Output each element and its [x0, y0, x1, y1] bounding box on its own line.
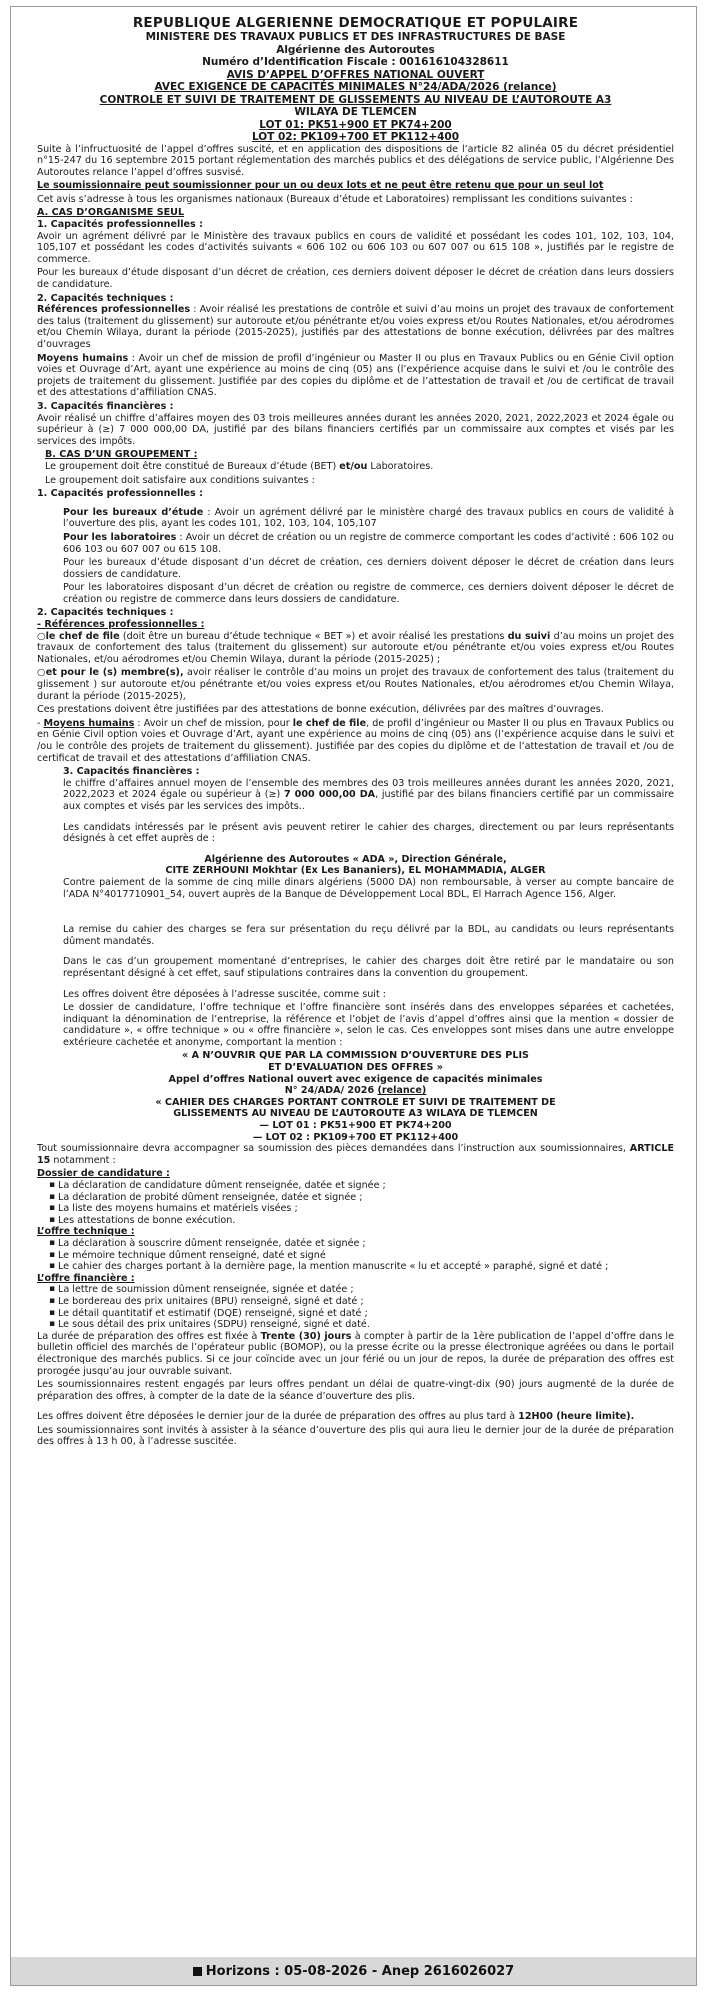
bullet-icon: ○	[37, 667, 46, 679]
remise-paragraph: La remise du cahier des charges se fera sur présentation du reçu délivré par la BDL, au candidats ou leurs représentants dûment mandatés.	[63, 924, 674, 947]
list-item: ▪ La déclaration de probité dûment renseignée, datée et signée ;	[49, 1192, 674, 1204]
group-lab-decret: Pour les laboratoires disposant d’un décret de création ou registre de commerce, ces derniers doivent déposer le décret de création ou registre de commerce dans leurs dossiers de candidature.	[63, 582, 674, 605]
lot-02: LOT 02: PK109+700 ET PK112+400	[251, 131, 460, 143]
payment-paragraph: Contre paiement de la somme de cinq mille dinars algériens (5000 DA) non remboursable, à verser au compte bancaire de l’ADA N°4017710901_54, ouvert auprès de la Banque de Développement Local BDL, El Harrach Agence 156, Alger.	[63, 876, 674, 900]
enveloppes-paragraph: Le dossier de candidature, l’offre technique et l’offre financière sont insérés dans des enveloppes séparées et cachetées, indiquant la dénomination de l’entreprise, la référence et l’objet de l’avis d’appel d’offres ainsi que la mention « dossier de candidature », « offre technique » ou « offre financière », selon le cas. Ces enveloppes sont mises dans une autre enveloppe extérieure cachetée et anonyme, comportant la mention :	[63, 1002, 674, 1048]
ada-address-line1: Algérienne des Autoroutes « ADA », Direction Générale,	[204, 853, 507, 865]
offre-technique-title: L’offre technique :	[37, 1226, 135, 1238]
chef-de-file-suivi: du suivi	[507, 630, 551, 642]
section-b-prof-title: 1. Capacités professionnelles :	[37, 488, 203, 500]
list-item: ▪ La liste des moyens humains et matériels visées ;	[49, 1203, 674, 1215]
deadline-paragraph	[37, 1411, 674, 1423]
candidature-title: Dossier de candidature :	[37, 1168, 170, 1180]
section-a-fin-text: Avoir réalisé un chiffre d’affaires moyen des 03 trois meilleures années durant les années 2020, 2021, 2022,2023 et 2024 égale ou supérieur à (≥) 7 000 000,00 DA, justifié par des bilans financiers certifiés par un commissaire aux comptes et visés par les services des impôts.	[37, 412, 674, 447]
section-a-prof-title: 1. Capacités professionnelles :	[37, 219, 203, 231]
dash-icon: -	[37, 717, 44, 729]
section-b-title: B. CAS D’UN GROUPEMENT :	[45, 449, 198, 461]
notice-reference: AVEC EXIGENCE DE CAPACITÉS MINIMALES N°24/ADA/2026 (relance)	[154, 81, 557, 93]
pieces-intro	[37, 1143, 674, 1166]
group-human-resources	[37, 718, 674, 764]
duree-paragraph	[37, 1331, 674, 1377]
mention-line3: Appel d’offres National ouvert avec exigence de capacités minimales	[168, 1073, 543, 1085]
deadline-text: Les offres doivent être déposées le dernier jour de la durée de préparation des offres au plus tard à	[37, 1411, 519, 1423]
section-a-prof-decret: Pour les bureaux d’étude disposant d’un décret de création, ces derniers doivent déposer le décret de création dans leurs dossiers de candidature.	[37, 267, 674, 291]
seance-paragraph: Les soumissionnaires sont invités à assister à la séance d’ouverture des plis qui aura lieu le dernier jour de la durée de préparation des offres à 13 h 00, à l’adresse suscitée.	[37, 1424, 674, 1448]
section-b-ref-title: - Références professionnelles :	[37, 619, 205, 631]
group-fin-amount: 7 000 000,00 DA	[284, 789, 376, 801]
chef-de-file-end: d’au moins un projet des travaux de confortement des talus (traitement du glissement) sur autoroute et/ou pénétrante et/ou voies express et/ou Routes Nationales, et/ou aérodromes et/ou Chemin Wilaya, durant la période (2015-2025) ;	[37, 630, 674, 665]
group-human-resources-end: , de profil d’ingénieur ou Master II ou plus en Travaux Publics ou en Génie Civil option voies et Ouvrage d’Art, ayant une expérience au moins de cinq (05) ans (l’expérience acquise dans le suivi et /ou le contrôle des projets de traitement du glissement). Justifiée par des copies du diplôme et de l’attestation de travail et /ou de certificat de travail et des attestations d’affiliation CNAS.	[37, 717, 674, 764]
list-item: ▪ Le sous détail des prix unitaires (SDPU) renseigné, signé et daté.	[49, 1319, 674, 1331]
ministry-title: MINISTERE DES TRAVAUX PUBLICS ET DES INFRASTRUCTURES DE BASE	[145, 31, 566, 43]
group-fin-text: le chiffre d’affaires annuel moyen de l’ensemble des membres des 03 trois meilleures années durant les années 2020, 2021, 2022,2023 et 2024 égale ou supérieur à (≥)	[63, 777, 674, 801]
list-item: ▪ La déclaration à souscrire dûment renseignée, datée et signée ;	[49, 1238, 674, 1250]
retrait-paragraph: Les candidats intéressés par le présent avis peuvent retirer le cahier des charges, directement ou par leurs représentants désignés à cet effet auprès de :	[63, 821, 674, 845]
duree-text: La durée de préparation des offres est fixée à	[37, 1330, 261, 1342]
pieces-article: ARTICLE 15	[37, 1143, 674, 1166]
bureau-etude-label: Pour les bureaux d’étude	[63, 506, 204, 518]
mention-line6: GLISSEMENTS AU NIVEAU DE L’AUTOROUTE A3 WILAYA DE TLEMCEN	[173, 1108, 538, 1120]
mention-reference: N° 24/ADA/ 2026	[284, 1085, 378, 1097]
list-item: ▪ Le détail quantitatif et estimatif (DQE) renseigné, signé et daté ;	[49, 1308, 674, 1320]
notice-object: CONTROLE ET SUIVI DE TRAITEMENT DE GLISSEMENTS AU NIVEAU DE L’AUTOROUTE A3	[99, 93, 612, 106]
list-item: ▪ Le cahier des charges portant à la dernière page, la mention manuscrite « lu et accepté » paraphé, signé et daté ;	[49, 1261, 674, 1273]
duree-jours: Trente (30) jours	[260, 1330, 352, 1342]
groupement-paragraph: Dans le cas d’un groupement momentané d’entreprises, le cahier des charges doit être retiré par le mandataire ou son représentant désigné à cet effet, sauf stipulations contraires dans la convention du groupement.	[63, 956, 674, 979]
composition-text: Le groupement doit être constitué de Bureaux d’étude (BET)	[45, 460, 340, 472]
agency-name: Algérienne des Autoroutes	[276, 43, 435, 56]
group-bureau-etude	[63, 507, 674, 530]
mention-line5: « CAHIER DES CHARGES PORTANT CONTROLE ET SUIVI DE TRAITEMENT DE	[155, 1096, 556, 1108]
section-a-tech-title: 2. Capacités techniques :	[37, 292, 174, 304]
section-b-composition	[37, 461, 674, 473]
mention-relance: (relance)	[377, 1085, 427, 1097]
offre-technique-list	[37, 1238, 674, 1273]
bullet-icon: ○	[37, 630, 46, 642]
candidature-list	[37, 1180, 674, 1226]
section-b-conditions: Le groupement doit satisfaire aux conditions suivantes :	[45, 474, 315, 486]
offre-financiere-title: L’offre financière :	[37, 1272, 135, 1284]
human-resources-label: Moyens humains	[37, 352, 129, 364]
republic-title: REPUBLIQUE ALGERIENNE DEMOCRATIQUE ET POPULAIRE	[132, 15, 579, 31]
pieces-intro-end: notamment :	[50, 1154, 116, 1166]
offre-financiere-list	[37, 1284, 674, 1330]
engagement-paragraph: Les soumissionnaires restent engagés par leurs offres pendant un délai de quatre-vingt-dix (90) jours augmenté de la durée de préparation des offres, à compter de la date de la séance d’ouverture des plis.	[37, 1379, 674, 1402]
laboratoires-label: Pour les laboratoires	[63, 531, 177, 543]
intro-paragraph: Suite à l’infructuosité de l’appel d’offres suscité, et en application des dispositions de l’article 82 alinéa 05 du décret présidentiel n°15-247 du 16 septembre 2015 portant réglementation des marchés publics et des délégations de service public, l’Algérienne Des Autoroutes relance l’appel d’offres susvisé.	[37, 143, 674, 178]
list-item: ▪ Les attestations de bonne exécution.	[49, 1215, 674, 1227]
section-a-references	[37, 304, 674, 350]
deadline-hour: 12H00 (heure limite).	[518, 1411, 635, 1423]
chef-de-file-paragraph	[37, 631, 674, 666]
section-a-title: A. CAS D’ORGANISME SEUL	[37, 207, 185, 219]
list-item: ▪ La déclaration de candidature dûment renseignée, datée et signée ;	[49, 1180, 674, 1192]
membres-text: avoir réaliser le contrôle d’au moins un projet des travaux de confortement des talus (traitement du glissement ) sur autoroute et/ou pénétrante et/ou voies express et/ou Routes Nationales, et/ou aérodromes et/ou Chemin Wilaya, durant la période (2015-2025),	[37, 667, 674, 702]
section-a-fin-title: 3. Capacités financières :	[37, 400, 174, 412]
composition-end: Laboratoires.	[367, 460, 434, 472]
human-resources-text: : Avoir un chef de mission de profil d’ingénieur ou Master II ou plus en Travaux Publics ou en Génie Civil option voies et Ouvrage d’Art, ayant une expérience au moins de cinq (05) ans (l’expérience acquise dans le suivi et /ou le contrôle des projets de traitement du glissement. Justifiée par des copies du diplôme et de l’attestation de travail et /ou de certificat de travail et des attestations d’affiliation CNAS.	[37, 352, 674, 399]
notice-title: AVIS D’APPEL D’OFFRES NATIONAL OUVERT	[226, 68, 485, 81]
lot-01: LOT 01: PK51+900 ET PK74+200	[259, 118, 452, 131]
references-text: : Avoir réalisé les prestations de contrôle et suivi d’au moins un projet des travaux de confortement des talus (traitement du glissement) sur autoroute et/ou pénétrante et/ou voies express et/ou Routes Nationales, et/ou aérodromes et/ou Chemin Wilaya, durant la période (2015-2025), justifiés par des attestations de bonne exécution, délivrées par des maîtres d’ouvrages	[37, 304, 674, 350]
prestations-justification: Ces prestations doivent être justifiées par des attestations de bonne exécution, délivrées par des maîtres d’ouvrages.	[37, 704, 604, 716]
ada-address-line2: CITE ZERHOUNI Mokhtar (Ex Les Bananiers), EL MOHAMMADIA, ALGER	[165, 865, 546, 877]
section-a-human-resources	[37, 353, 674, 399]
list-item: ▪ Le bordereau des prix unitaires (BPU) renseigné, signé et daté ;	[49, 1296, 674, 1308]
section-a-prof-text: Avoir un agrément délivré par le Ministère des travaux publics en cours de validité et possédant les codes 101, 102, 103, 104, 105,107 et possédant les codes d’activités suivants « 606 102 ou 606 103 ou 607 007 ou 615 108 », justifiés par le registre de commerce.	[37, 230, 674, 265]
mention-line1: « A N’OUVRIR QUE PAR LA COMMISSION D’OUVERTURE DES PLIS	[182, 1050, 529, 1062]
list-item: ▪ La lettre de soumission dûment renseignée, signée et datée ;	[49, 1284, 674, 1296]
group-fin-end: , justifié par des bilans financiers certifié par un commissaire aux comptes et visés par les services des impôts..	[63, 789, 674, 812]
tender-notice-page	[10, 6, 697, 1986]
references-label: Références professionnelles	[37, 304, 191, 316]
group-be-decret: Pour les bureaux d’étude disposant d’un décret de création, ces derniers doivent déposer le décret de création dans leurs dossiers de candidature.	[63, 557, 674, 580]
group-human-resources-label: Moyens humains	[43, 717, 135, 729]
depot-paragraph: Les offres doivent être déposées à l’adresse suscitée, comme suit :	[63, 988, 386, 1000]
square-bullet-icon	[193, 1967, 202, 1976]
group-human-resources-chef: le chef de file	[292, 717, 367, 729]
membres-paragraph	[37, 667, 674, 702]
notice-wilaya: WILAYA DE TLEMCEN	[294, 106, 417, 118]
composition-and-or: et/ou	[339, 460, 368, 472]
mention-lot02: — LOT 02 : PK109+700 ET PK112+400	[252, 1131, 459, 1143]
laboratoires-text: : Avoir un décret de création ou un registre de commerce comportant les codes d’activité : 606 102 ou 606 103 ou 607 007 ou 615 108.	[63, 531, 674, 555]
group-laboratoires	[63, 532, 674, 555]
group-human-resources-text: : Avoir un chef de mission, pour	[134, 717, 293, 729]
footer-text: Horizons : 05-08-2026 - Anep 2616026027	[205, 1963, 515, 1979]
tax-id: Numéro d’Identification Fiscale : 001616104328611	[202, 56, 509, 68]
list-item: ▪ Le mémoire technique dûment renseigné, daté et signé	[49, 1250, 674, 1262]
chef-de-file-label: le chef de file	[45, 630, 120, 642]
mention-line4	[37, 1085, 674, 1097]
duree-end: à compter à partir de la 1ère publication de l’appel d’offre dans le bulletin officiel des marchés de l’opérateur public (BOMOP), ou la presse écrite ou la presse électronique agréées ou dans le portail électronique des marchés publics. Si ce jour coïncide avec un jour férié ou un jour de repos, la durée de préparation des offres est prorogée jusqu’au jour ouvrable suivant.	[37, 1330, 675, 1377]
lot-rule: Le soumissionnaire peut soumissionner pour un ou deux lots et ne peut être retenu que pour un seul lot	[37, 180, 604, 192]
publication-footer	[11, 1957, 696, 1985]
section-b-fin-title: 3. Capacités financières :	[63, 766, 200, 778]
audience-paragraph: Cet avis s’adresse à tous les organismes nationaux (Bureaux d’étude et Laboratoires) remplissant les conditions suivantes :	[37, 193, 633, 205]
section-b-tech-title: 2. Capacités techniques :	[37, 607, 174, 619]
section-b-fin-text	[37, 778, 674, 813]
mention-lot01: — LOT 01 : PK51+900 ET PK74+200	[259, 1120, 452, 1132]
membres-label: et pour le (s) membre(s),	[45, 667, 184, 679]
bureau-etude-text: : Avoir un agrément délivré par le ministère chargé des travaux publics en cours de validité à l’ouverture des plis, ayant les codes 101, 102, 103, 104, 105,107	[63, 506, 674, 530]
chef-de-file-text: (doit être un bureau d’étude technique « BET ») et avoir réalisé les prestations	[119, 630, 508, 642]
mention-line2: ET D’EVALUATION DES OFFRES »	[268, 1062, 443, 1074]
pieces-intro-text: Tout soumissionnaire devra accompagner sa soumission des pièces demandées dans l’instruction aux soumissionnaires,	[37, 1143, 630, 1155]
